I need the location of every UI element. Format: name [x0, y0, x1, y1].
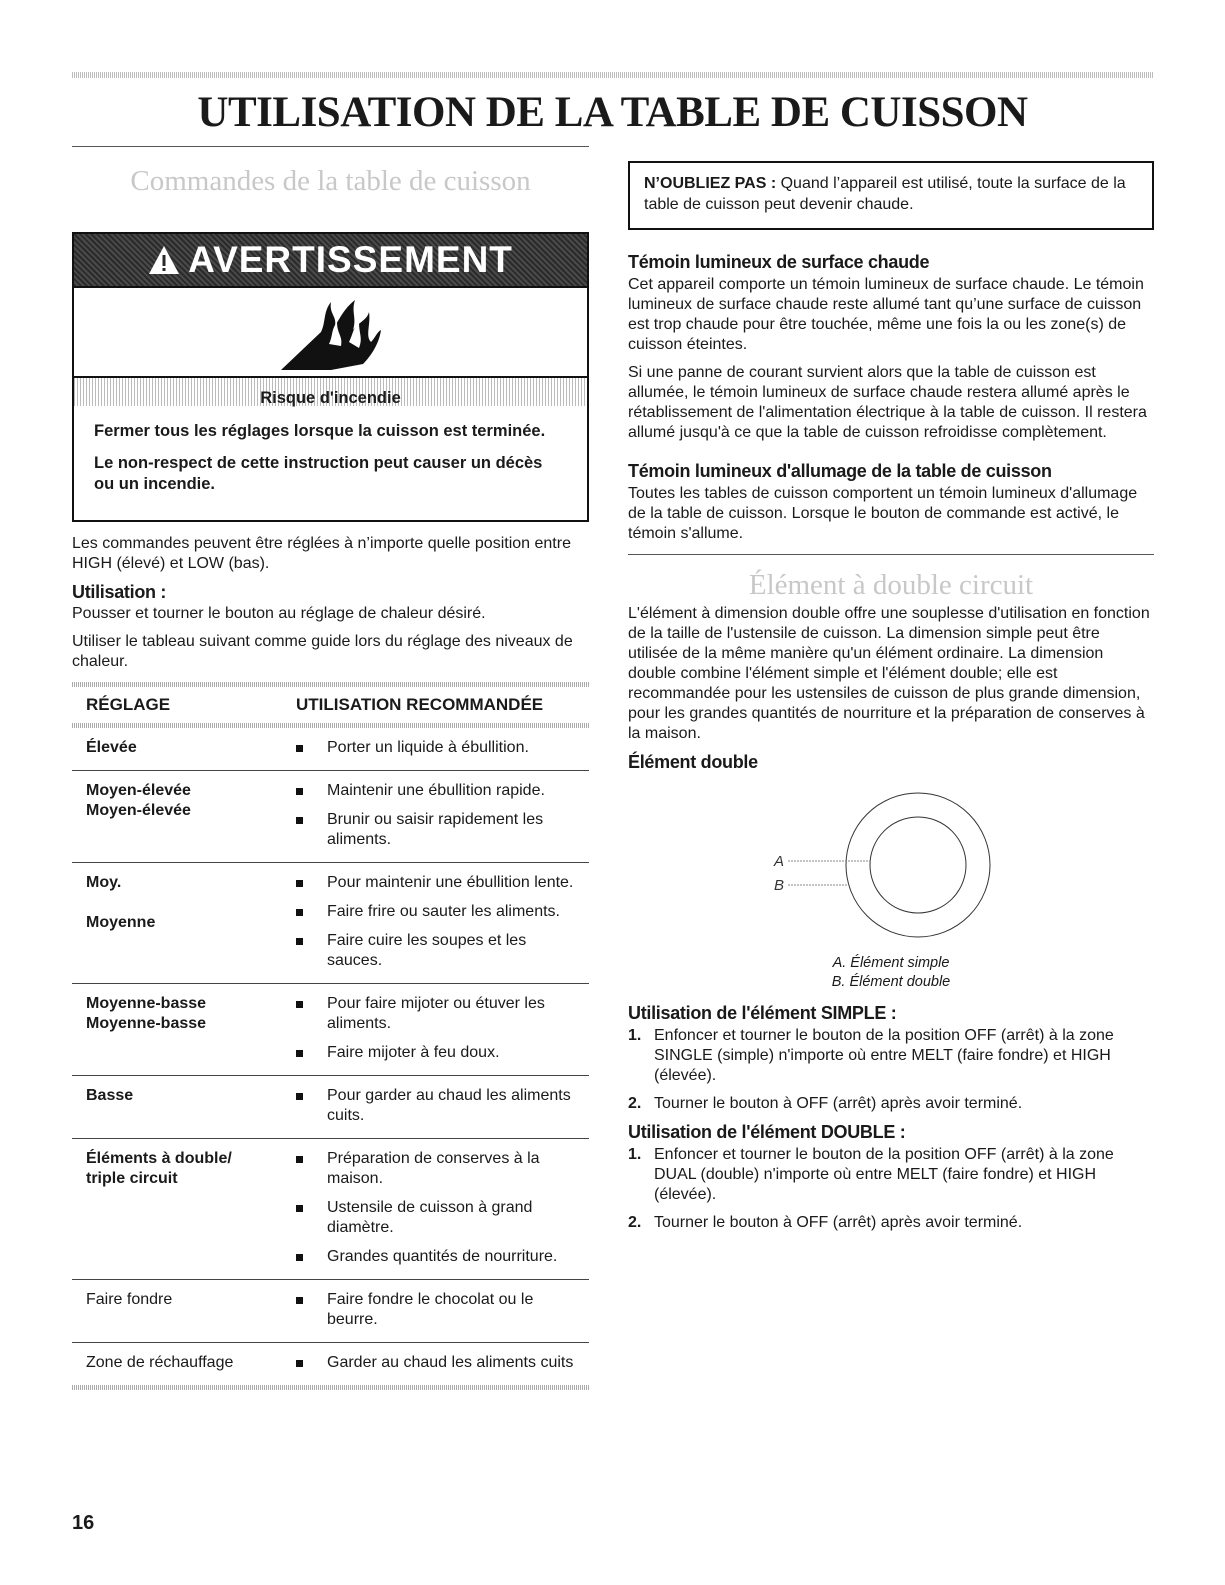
use-text: Préparation de conserves à la maison. — [327, 1150, 540, 1187]
table-row — [72, 984, 589, 1076]
uses-cell — [296, 1290, 575, 1330]
bullet-square-icon — [296, 1297, 303, 1304]
table-row — [72, 1076, 589, 1139]
use-text: Pour maintenir une ébullition lente. — [327, 874, 574, 891]
uses-cell — [296, 994, 575, 1063]
table-header — [72, 687, 589, 723]
list-item: 1. Enfoncer et tourner le bouton de la position OFF (arrêt) à la zone SINGLE (simple) n'importe où entre MELT (faire fondre) et HIGH (élevée). — [628, 1027, 1114, 1084]
double-element-heading: Utilisation de l'élément DOUBLE : — [628, 1122, 906, 1142]
use-text: Faire fondre le chocolat ou le beurre. — [327, 1291, 534, 1328]
hot-surface-paragraph-1: Cet appareil comporte un témoin lumineux de surface chaude. Le témoin lumineux de surface chaude reste allumé tant qu’une surface de cuisson est trop chaude pour être touchée, même une fois la ou les zone(s) de cuisson éteintes. — [628, 276, 1144, 353]
bullet-square-icon — [296, 1360, 303, 1367]
list-item — [296, 1043, 575, 1063]
reminder-text: Quand l’appareil est utilisé, toute la surface de la table de cuisson peut devenir chaude. — [644, 175, 1126, 213]
dual-element-diagram — [628, 775, 1154, 995]
bullet-square-icon — [296, 1050, 303, 1057]
dual-element-heading: Élément double — [628, 752, 758, 772]
diagram-label-b: B — [774, 877, 785, 894]
list-item — [296, 810, 575, 850]
double-steps — [628, 1145, 1154, 1233]
list-item: 2. Tourner le bouton à OFF (arrêt) après avoir terminé. — [628, 1095, 1023, 1112]
cooktop-on-heading: Témoin lumineux d'allumage de la table de cuisson — [628, 461, 1052, 481]
bullet-square-icon — [296, 817, 303, 824]
use-text: Faire frire ou sauter les aliments. — [327, 903, 560, 920]
section-heading-controls: Commandes de la table de cuisson — [72, 146, 589, 210]
setting-cell: Basse — [86, 1087, 134, 1104]
use-text: Brunir ou saisir rapidement les aliments. — [327, 811, 544, 848]
list-item — [296, 902, 575, 922]
header-use: UTILISATION RECOMMANDÉE — [296, 695, 544, 714]
bullet-square-icon — [296, 1093, 303, 1100]
setting-cell: Moyen-élevée Moyen-élevée — [86, 782, 191, 819]
list-item — [296, 1247, 575, 1267]
list-item — [296, 1149, 575, 1189]
caption-a: A. Élément simple — [832, 955, 950, 971]
use-text: Faire mijoter à feu doux. — [327, 1044, 500, 1061]
list-item — [296, 738, 575, 758]
table-row — [72, 771, 589, 863]
use-text: Ustensile de cuisson à grand diamètre. — [327, 1199, 533, 1236]
bullet-square-icon — [296, 1205, 303, 1212]
use-text: Maintenir une ébullition rapide. — [327, 782, 545, 799]
bullet-square-icon — [296, 788, 303, 795]
top-dotted-rule — [72, 72, 1154, 78]
risk-title: Risque d'incendie — [260, 389, 401, 407]
single-steps — [628, 1026, 1154, 1114]
header-setting: RÉGLAGE — [86, 695, 171, 714]
use-text: Pour garder au chaud les aliments cuits. — [327, 1087, 571, 1124]
uses-cell — [296, 1149, 575, 1267]
uses-cell — [296, 1086, 575, 1126]
bullet-square-icon — [296, 745, 303, 752]
outer-element-ring — [846, 793, 990, 937]
heat-settings-table — [72, 682, 589, 1390]
table-row — [72, 1139, 589, 1280]
list-item — [296, 1086, 575, 1126]
list-item — [296, 931, 575, 971]
table-row — [72, 728, 589, 771]
hot-surface-paragraph-2: Si une panne de courant survient alors que la table de cuisson est allumée, le témoin lumineux de surface chaude restera allumé après le rétablissement de l'alimentation électrique à la table de cuisson. Il restera allumé jusqu'à ce que la table de cuisson refroidisse complètement. — [628, 364, 1147, 441]
bullet-square-icon — [296, 1001, 303, 1008]
setting-cell: Élevée — [86, 739, 137, 756]
use-text: Faire cuire les soupes et les sauces. — [327, 932, 527, 969]
use-text: Pour faire mijoter ou étuver les aliments. — [327, 995, 545, 1032]
bullet-square-icon — [296, 938, 303, 945]
warning-line-1: Fermer tous les réglages lorsque la cuisson est terminée. — [94, 422, 546, 440]
left-column — [72, 146, 589, 1390]
setting-cell: Moy. Moyenne — [86, 874, 156, 931]
warning-line-2: Le non-respect de cette instruction peut causer un décès ou un incendie. — [94, 454, 543, 493]
usage-paragraph-2: Utiliser le tableau suivant comme guide lors du réglage des niveaux de chaleur. — [72, 633, 573, 670]
list-item: 1. Enfoncer et tourner le bouton de la position OFF (arrêt) à la zone DUAL (double) n'importe où entre MELT (faire fondre) et HIGH (élevée). — [628, 1146, 1114, 1203]
dual-paragraph: L'élément à dimension double offre une souplesse d'utilisation en fonction de la taille de l'ustensile de cuisson. La dimension simple peut être utilisée de la même manière qu'un élément ordinaire. La dimension double combine l'élément simple et l'élément double; elle est recommandée pour les ustensiles de cuisson de plus grande dimension, pour les grandes quantités de nourriture et la préparation de conserves à la maison. — [628, 605, 1150, 742]
diagram-label-a: A — [774, 853, 785, 870]
controls-intro: Les commandes peuvent être réglées à n’importe quelle position entre HIGH (élevé) et LOW (bas). — [72, 535, 571, 572]
setting-cell: Moyenne-basse Moyenne-basse — [86, 995, 207, 1032]
warning-triangle-icon — [148, 245, 180, 275]
bullet-square-icon — [296, 909, 303, 916]
table-row — [72, 1343, 589, 1385]
section-heading-dual: Élément à double circuit — [628, 554, 1154, 604]
uses-cell — [296, 873, 575, 971]
setting-cell: Faire fondre — [86, 1291, 173, 1308]
usage-paragraph-1: Pousser et tourner le bouton au réglage de chaleur désiré. — [72, 605, 486, 622]
use-text: Garder au chaud les aliments cuits — [327, 1354, 574, 1371]
dual-element-svg — [628, 775, 1154, 945]
warning-header-text: AVERTISSEMENT — [188, 239, 513, 280]
list-item — [296, 873, 575, 893]
warning-box — [72, 232, 589, 522]
list-item — [296, 1198, 575, 1238]
caption-b: B. Élément double — [831, 974, 951, 990]
cooktop-on-paragraph: Toutes les tables de cuisson comportent un témoin lumineux d'allumage de la table de cuisson. Lorsque le bouton de commande est activé, le témoin s'allume. — [628, 485, 1138, 542]
bullet-square-icon — [296, 880, 303, 887]
inner-element-ring — [870, 817, 966, 913]
table-row — [72, 863, 589, 984]
uses-cell — [296, 1353, 575, 1373]
page-title: UTILISATION DE LA TABLE DE CUISSON — [197, 89, 1028, 136]
list-item — [296, 1290, 575, 1330]
single-element-heading: Utilisation de l'élément SIMPLE : — [628, 1003, 897, 1023]
uses-cell — [296, 781, 575, 850]
bullet-square-icon — [296, 1156, 303, 1163]
list-item — [296, 1353, 575, 1373]
list-item: 2. Tourner le bouton à OFF (arrêt) après avoir terminé. — [628, 1214, 1023, 1231]
setting-cell: Zone de réchauffage — [86, 1354, 234, 1371]
table-body — [72, 728, 589, 1385]
warning-header — [74, 234, 587, 288]
hot-surface-heading: Témoin lumineux de surface chaude — [628, 252, 930, 272]
warning-body — [74, 388, 587, 520]
use-text: Grandes quantités de nourriture. — [327, 1248, 558, 1265]
reminder-label: N’OUBLIEZ PAS : — [644, 175, 777, 192]
list-item — [296, 994, 575, 1034]
right-column — [628, 161, 1154, 1241]
uses-cell — [296, 738, 575, 758]
fire-icon — [271, 292, 391, 372]
setting-cell: Éléments à double/ triple circuit — [86, 1150, 232, 1187]
use-text: Porter un liquide à ébullition. — [327, 739, 529, 756]
bullet-square-icon — [296, 1254, 303, 1261]
table-row — [72, 1280, 589, 1343]
reminder-box — [628, 161, 1154, 230]
usage-heading: Utilisation : — [72, 582, 167, 602]
page-number: 16 — [72, 1512, 95, 1534]
list-item — [296, 781, 575, 801]
